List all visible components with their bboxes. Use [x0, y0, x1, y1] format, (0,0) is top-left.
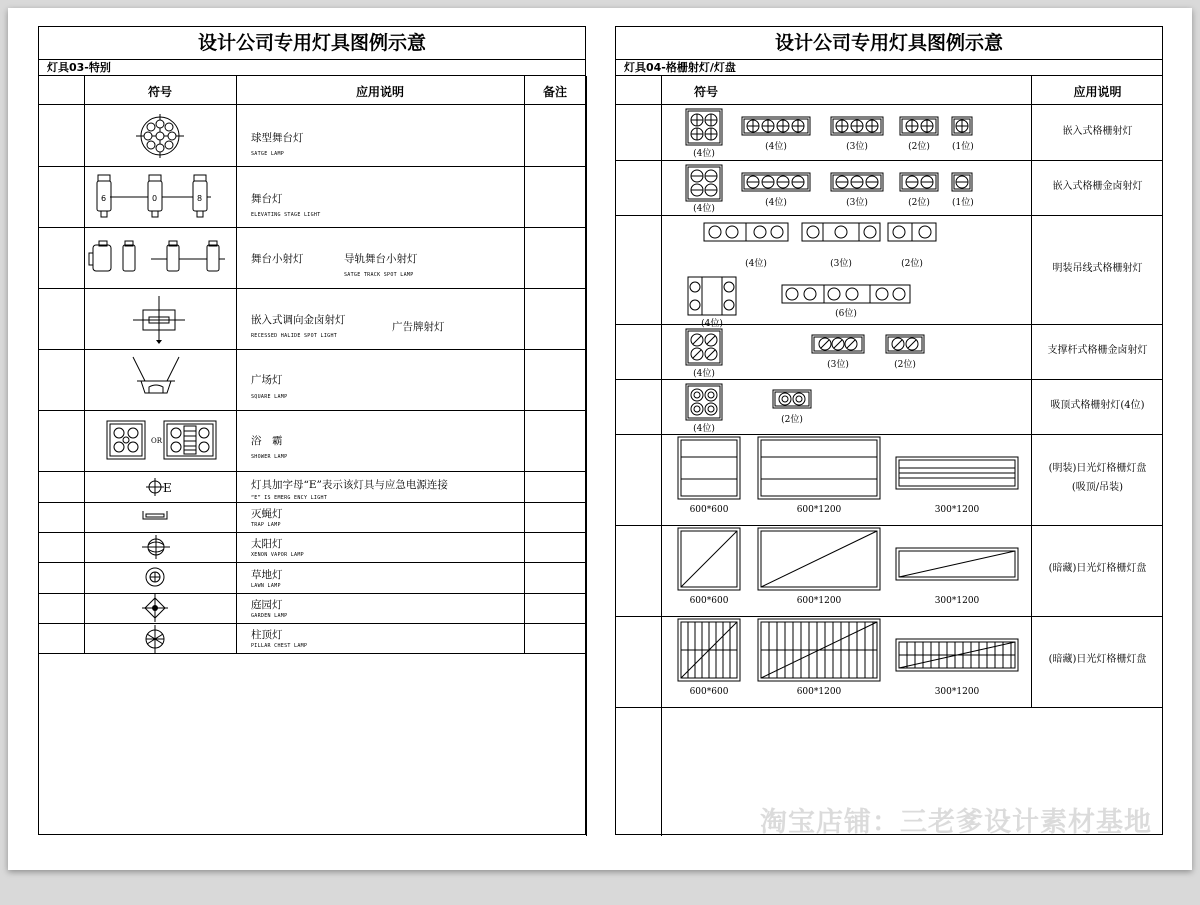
row-divider — [39, 532, 586, 533]
legend-sheet-grille-lamps — [615, 26, 1163, 835]
panel-size-label: 600*1200 — [796, 687, 842, 697]
pillar-lamp-icon — [142, 625, 168, 653]
lamp-name-en: GARDEN LAMP — [251, 613, 288, 619]
row-divider — [39, 166, 586, 167]
panel-size-label: 600*600 — [689, 687, 729, 697]
position-count-label: (3位) — [827, 360, 849, 370]
lamp-name-cn: 太阳灯 — [251, 538, 283, 550]
svg-text:E: E — [163, 481, 172, 495]
lamp-name-en: ELEVATING STAGE LIGHT — [251, 212, 321, 218]
position-count-label: (4位) — [701, 319, 723, 329]
lamp-name-cn: 舞台小射灯 — [251, 253, 304, 265]
lamp-name-cn: 灯具加字母“E”表示该灯具与应急电源连接 — [251, 479, 448, 491]
position-count-label: (2位) — [901, 259, 923, 269]
row-divider — [39, 502, 586, 503]
header-usage: 应用说明 — [355, 85, 404, 99]
panel-size-label: 600*600 — [689, 596, 729, 606]
position-count-label: (1位) — [952, 142, 974, 152]
row-divider — [616, 525, 1163, 526]
lawn-lamp-icon — [144, 566, 166, 588]
trap-lamp-icon — [142, 509, 168, 523]
svg-text:0: 0 — [152, 194, 158, 203]
svg-text:6: 6 — [101, 194, 107, 203]
lamp-name-en: LAWN LAMP — [251, 583, 281, 589]
usage-description: 明装吊线式格栅射灯 — [1052, 263, 1143, 274]
header-symbol: 符号 — [147, 85, 172, 99]
usage-description: (暗藏)日光灯格栅灯盘 — [1048, 563, 1147, 574]
position-count-label: (4位) — [693, 204, 715, 214]
bath-heater-icon — [106, 419, 218, 461]
or-label: OR — [151, 437, 163, 445]
row-divider — [39, 653, 586, 654]
usage-description: (暗藏)日光灯格栅灯盘 — [1048, 654, 1147, 665]
row-divider — [39, 288, 586, 289]
position-count-label: (4位) — [745, 259, 767, 269]
lamp-name-en: SHOWER LAMP — [251, 454, 288, 460]
usage-description: 支撑杆式格栅金卤射灯 — [1047, 345, 1148, 356]
lamp-name-cn: 草地灯 — [251, 569, 283, 581]
suspended-grille-spot-icon — [686, 221, 986, 317]
panel-size-label: 300*1200 — [934, 687, 980, 697]
header-symbol: 符号 — [693, 85, 718, 99]
lamp-name-cn: 柱顶灯 — [251, 629, 283, 641]
position-count-label: (1位) — [952, 198, 974, 208]
column-divider — [661, 76, 662, 836]
legend-sheet-special-lamps — [38, 26, 586, 835]
row-divider — [616, 434, 1163, 435]
row-divider — [616, 160, 1163, 161]
lamp-name-en: PILLAR CHEST LAMP — [251, 643, 308, 649]
usage-description: 吸顶式格栅射灯(4位) — [1050, 400, 1145, 411]
position-count-label: (4位) — [693, 369, 715, 379]
lamp-name-cn: 庭园灯 — [251, 599, 283, 611]
row-divider — [39, 562, 586, 563]
concealed-fluorescent-panel-icon — [678, 528, 1028, 592]
sheet-subtitle: 灯具03-特别 — [39, 60, 585, 76]
usage-description: (明装)日光灯格栅灯盘 — [1048, 463, 1147, 474]
lamp-name-cn: 广场灯 — [251, 374, 283, 386]
row-divider — [39, 227, 586, 228]
lamp-name-en: SATGE LAMP — [251, 151, 285, 157]
position-count-label: (6位) — [835, 309, 857, 319]
row-divider — [39, 593, 586, 594]
header-note: 备注 — [542, 85, 567, 99]
stage-spot-icon — [91, 239, 227, 275]
panel-size-label: 300*1200 — [934, 596, 980, 606]
position-count-label: (4位) — [765, 142, 787, 152]
position-count-label: (2位) — [908, 142, 930, 152]
row-divider — [616, 379, 1163, 380]
position-count-label: (3位) — [830, 259, 852, 269]
column-divider — [1031, 76, 1032, 708]
watermark-text: 淘宝店铺：三老爹设计素材基地 — [760, 807, 1152, 838]
document-page — [8, 8, 1192, 870]
sheet-subtitle: 灯具04-格栅射灯/灯盘 — [616, 60, 1162, 76]
row-divider — [39, 623, 586, 624]
lamp-name-en: “E” IS EMERG ENCY LIGHT — [251, 495, 328, 501]
usage-description: 嵌入式格栅射灯 — [1062, 126, 1133, 137]
usage-description: 嵌入式格栅金卤射灯 — [1052, 181, 1143, 192]
lamp-name-cn: 灭蝇灯 — [251, 508, 283, 520]
concealed-grille-panel-icon — [678, 619, 1028, 683]
lamp-name-cn-alt: 导轨舞台小射灯 — [344, 253, 418, 265]
column-divider — [586, 76, 587, 836]
position-count-label: (4位) — [693, 424, 715, 434]
lamp-name-en: TRAP LAMP — [251, 522, 281, 528]
position-count-label: (2位) — [894, 360, 916, 370]
panel-size-label: 300*1200 — [934, 505, 980, 515]
position-count-label: (4位) — [765, 198, 787, 208]
panel-size-label: 600*1200 — [796, 505, 842, 515]
position-count-label: (3位) — [846, 142, 868, 152]
position-count-label: (2位) — [781, 415, 803, 425]
exposed-fluorescent-panel-icon — [678, 437, 1028, 501]
lamp-name-en: XENON VAPOR LAMP — [251, 552, 304, 558]
lamp-name-en: RECESSED HALIDE SPOT LIGHT — [251, 333, 338, 339]
row-divider — [616, 215, 1163, 216]
lamp-name-cn: 球型舞台灯 — [251, 132, 304, 144]
lamp-name-cn: 浴 霸 — [251, 435, 283, 447]
column-divider — [84, 76, 85, 653]
panel-size-label: 600*600 — [689, 505, 729, 515]
position-count-label: (3位) — [846, 198, 868, 208]
emergency-e-icon — [146, 477, 174, 497]
lamp-name-cn-alt: 广告牌射灯 — [392, 321, 445, 333]
xenon-lamp-icon — [142, 535, 170, 559]
panel-size-label: 600*1200 — [796, 596, 842, 606]
column-divider — [236, 76, 237, 653]
row-divider — [39, 349, 586, 350]
row-divider — [39, 410, 586, 411]
position-count-label: (2位) — [908, 198, 930, 208]
row-divider — [39, 471, 586, 472]
row-divider — [39, 104, 586, 105]
sphere-stage-lamp-icon — [134, 114, 186, 158]
usage-description: (吸顶/吊装) — [1071, 482, 1124, 493]
lamp-name-en-alt: SATGE TRACK SPOT LAMP — [344, 272, 414, 278]
square-lamp-icon — [131, 357, 181, 399]
sheet-title: 设计公司专用灯具图例示意 — [39, 27, 585, 60]
row-divider — [616, 104, 1163, 105]
lamp-name-cn: 嵌入式调向金卤射灯 — [251, 314, 346, 326]
stage-lamp-icon — [96, 173, 214, 219]
garden-lamp-icon — [142, 594, 168, 622]
recessed-halide-icon — [133, 296, 185, 344]
sheet-title: 设计公司专用灯具图例示意 — [616, 27, 1162, 60]
position-count-label: (4位) — [693, 149, 715, 159]
lamp-name-en: SQUARE LAMP — [251, 394, 288, 400]
row-divider — [616, 616, 1163, 617]
lamp-name-cn: 舞台灯 — [251, 193, 283, 205]
svg-text:8: 8 — [197, 194, 203, 203]
row-divider — [616, 707, 1163, 708]
column-divider — [524, 76, 525, 653]
header-usage: 应用说明 — [1073, 85, 1122, 99]
